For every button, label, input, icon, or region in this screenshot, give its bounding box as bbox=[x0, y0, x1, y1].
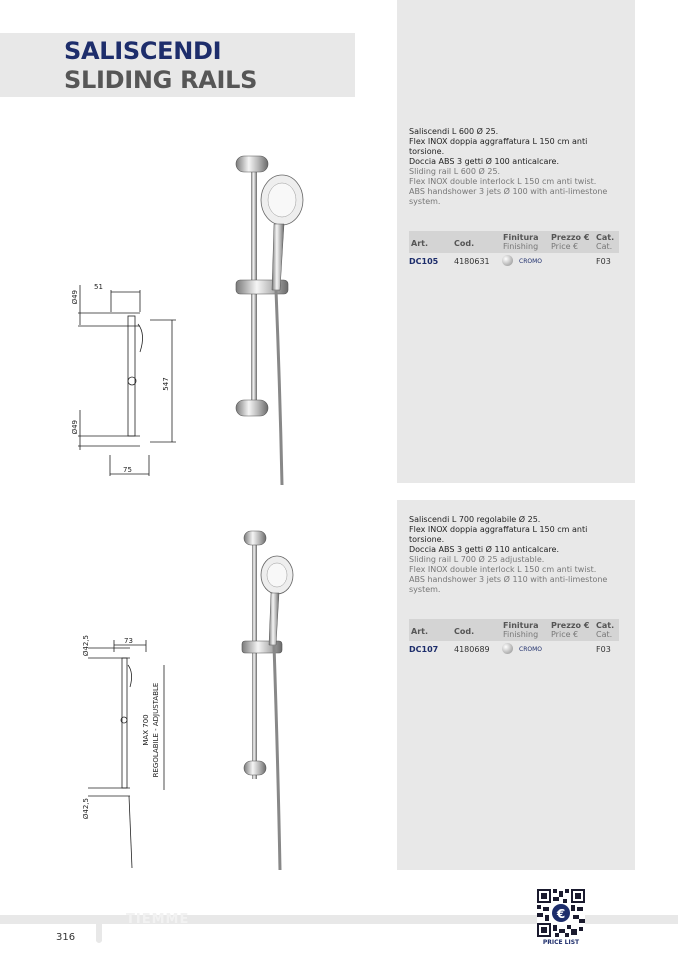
chrome-swatch-icon bbox=[502, 255, 513, 266]
col-art: Art. bbox=[411, 239, 428, 248]
col-finish-it: Finitura bbox=[503, 621, 539, 630]
product-2-description bbox=[409, 515, 627, 595]
dim-length: MAX 700 bbox=[142, 714, 150, 746]
desc-it-line: Saliscendi L 600 Ø 25. bbox=[409, 127, 499, 136]
dim-top-width: 51 bbox=[94, 283, 103, 291]
desc-it-line: Doccia ABS 3 getti Ø 100 anticalcare. bbox=[409, 157, 560, 166]
page-number: 316 bbox=[56, 932, 76, 943]
col-cod: Cod. bbox=[454, 239, 475, 248]
product-1-image bbox=[232, 150, 302, 485]
col-price-en: Price € bbox=[551, 242, 579, 251]
footer-brand: TIEMME bbox=[126, 912, 190, 927]
col-price-it: Prezzo € bbox=[551, 233, 590, 242]
product-2-image bbox=[240, 525, 300, 875]
product-2-technical-drawing bbox=[80, 630, 170, 870]
dim-bottom-diameter: Ø49 bbox=[71, 420, 79, 435]
dim-top-diameter: Ø49 bbox=[71, 290, 79, 305]
col-art: Art. bbox=[411, 627, 428, 636]
product-panel-2 bbox=[397, 500, 635, 870]
desc-en-line: ABS handshower 3 jets Ø 110 with anti-limestone bbox=[409, 575, 608, 584]
product-2-table bbox=[409, 619, 619, 657]
cell-cat: F03 bbox=[596, 257, 611, 266]
product-1-description bbox=[409, 127, 627, 207]
desc-it-line: Flex INOX doppia aggraffatura L 150 cm anti bbox=[409, 137, 588, 146]
cell-art: DC105 bbox=[409, 257, 439, 266]
desc-en-line: system. bbox=[409, 585, 441, 594]
desc-it-line: torsione. bbox=[409, 147, 445, 156]
cell-finish: CROMO bbox=[519, 258, 542, 265]
dim-top-diameter: Ø42,5 bbox=[82, 635, 90, 657]
page-title: SALISCENDI bbox=[64, 37, 222, 65]
desc-en-line: Flex INOX double interlock L 150 cm anti twist. bbox=[409, 177, 597, 186]
page-subtitle: SLIDING RAILS bbox=[64, 66, 258, 94]
col-finish-en: Finishing bbox=[503, 630, 539, 639]
col-finish-en: Finishing bbox=[503, 242, 539, 251]
table-row bbox=[409, 253, 619, 269]
desc-en-line: Flex INOX double interlock L 150 cm anti twist. bbox=[409, 565, 597, 574]
col-cat-it: Cat. bbox=[596, 233, 615, 242]
col-cat-it: Cat. bbox=[596, 621, 615, 630]
col-price-en: Price € bbox=[551, 630, 579, 639]
chrome-swatch-icon bbox=[502, 643, 513, 654]
product-1-technical-drawing bbox=[60, 280, 190, 480]
svg-text:€: € bbox=[556, 907, 566, 921]
table-header bbox=[409, 619, 619, 641]
desc-en-line: Sliding rail L 700 Ø 25 adjustable. bbox=[409, 555, 545, 564]
cell-art: DC107 bbox=[409, 645, 439, 654]
desc-it-line: Flex INOX doppia aggraffatura L 150 cm anti bbox=[409, 525, 588, 534]
dim-height: 547 bbox=[162, 377, 170, 391]
cell-cod: 4180689 bbox=[454, 645, 490, 654]
desc-it-line: Doccia ABS 3 getti Ø 110 anticalcare. bbox=[409, 545, 560, 554]
desc-it-line: torsione. bbox=[409, 535, 445, 544]
dim-top-width: 73 bbox=[124, 637, 133, 645]
product-1-table bbox=[409, 231, 619, 269]
dim-bottom-diameter: Ø42,5 bbox=[82, 798, 90, 820]
desc-en-line: system. bbox=[409, 197, 441, 206]
cell-cod: 4180631 bbox=[454, 257, 490, 266]
col-cat-en: Cat. bbox=[596, 630, 613, 639]
desc-it-line: Saliscendi L 700 regolabile Ø 25. bbox=[409, 515, 541, 524]
panel-top-strip bbox=[397, 0, 635, 20]
col-cod: Cod. bbox=[454, 627, 475, 636]
qr-label: PRICE LIST bbox=[542, 939, 580, 946]
dim-bottom-width: 75 bbox=[123, 466, 132, 474]
col-cat-en: Cat. bbox=[596, 242, 613, 251]
desc-en-line: Sliding rail L 600 Ø 25. bbox=[409, 167, 501, 176]
brand-mark-icon bbox=[86, 915, 112, 945]
dim-adjustable: REGOLABILE - ADJUSTABLE bbox=[152, 682, 160, 778]
cell-finish: CROMO bbox=[519, 646, 542, 653]
col-finish-it: Finitura bbox=[503, 233, 539, 242]
table-header bbox=[409, 231, 619, 253]
table-row bbox=[409, 641, 619, 657]
col-price-it: Prezzo € bbox=[551, 621, 590, 630]
product-panel-1 bbox=[397, 20, 635, 483]
cell-cat: F03 bbox=[596, 645, 611, 654]
qr-code-icon[interactable] bbox=[537, 889, 585, 937]
desc-en-line: ABS handshower 3 jets Ø 100 with anti-limestone bbox=[409, 187, 608, 196]
